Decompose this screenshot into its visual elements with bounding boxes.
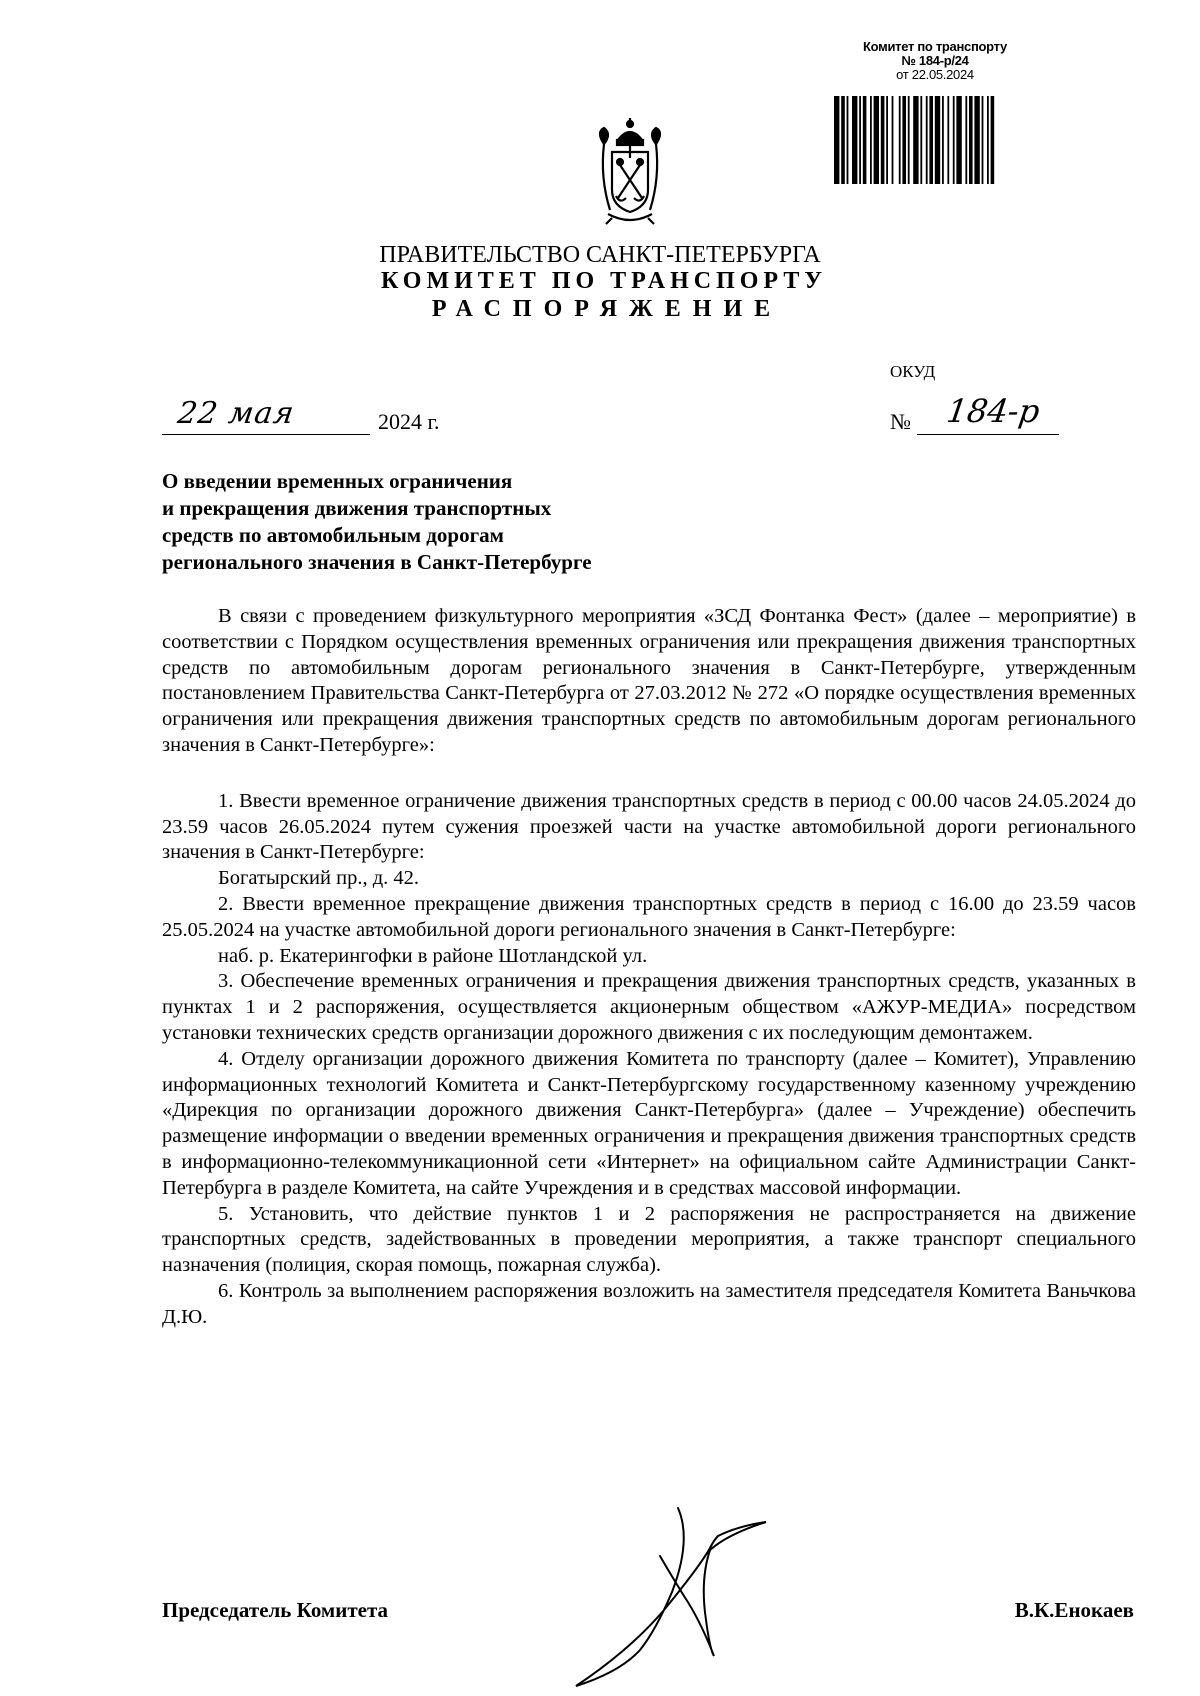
stamp-line-2: № 184-р/24 [901, 53, 969, 68]
document-date [162, 396, 440, 435]
title-line: и прекращения движения транспортных [162, 496, 552, 520]
item-3: 3. Обеспечение временных ограничения и прекращения движения транспортных средств, указанных в пунктах 1 и 2 распоряжения, осуществляется акционерным обществом «АЖУР-МЕДИА» посредством установки технических средств организации дорожного движения с их последующим демонтажем. [162, 970, 1136, 1044]
item-2-address: наб. р. Екатерингофки в районе Шотландской ул. [218, 944, 648, 967]
handwritten-signature [560, 1500, 790, 1690]
document-type: РАСПОРЯЖЕНИЕ [431, 296, 783, 322]
item-5: 5. Установить, что действие пунктов 1 и 2 распоряжения не распространяется на движение транспортных средств, задействованных в проведении мероприятия, а также транспорт специального назначения (полиция, скорая помощь, пожарная служба). [162, 1202, 1136, 1277]
signatory-name: В.К.Енокаев [1014, 1598, 1134, 1622]
preamble: В связи с проведением физкультурного мероприятия «ЗСД Фонтанка Фест» (далее – мероприятие) в соответствии с Порядком осуществления временных ограничения или прекращения движения транспортных средств по автомобильным дорогам регионального значения в Санкт-Петербурге, утвержденным постановлением Правительства Санкт-Петербурга от 27.03.2012 № 272 «О порядке осуществления временных ограничения или прекращения движения транспортных средств по автомобильным дорогам регионального значения в Санкт-Петербурге»: [162, 605, 1136, 756]
item-1: 1. Ввести временное ограничение движения транспортных средств в период с 00.00 часов 24.05.2024 до 23.59 часов 26.05.2024 путем сужения проезжей части на участке автомобильной дороги регионального значения в Санкт-Петербурге: [162, 789, 1136, 864]
handwritten-date-field [162, 396, 370, 435]
number-prefix: № [890, 409, 911, 434]
item-4: 4. Отделу организации дорожного движения Комитета по транспорту (далее – Комитет), Управлению информационных технологий Комитета и Санкт-Петербургскому государственному казенному учреждению «Дирекция по организации дорожного движения Санкт-Петербурга» (далее – Учреждение) обеспечить размещение информации о введении временных ограничения и прекращения движения транспортных средств в информационно-телекоммуникационной сети «Интернет» на официальном сайте Администрации Санкт-Петербурга в разделе Комитета, на сайте Учреждения и в средствах массовой информации. [162, 1047, 1136, 1199]
coat-of-arms-icon [590, 118, 670, 228]
barcode [834, 96, 1039, 184]
okud-label: ОКУД [890, 362, 936, 381]
title-line: регионального значения в Санкт-Петербурге [162, 550, 592, 574]
signatory-position: Председатель Комитета [162, 1598, 389, 1622]
government-name: ПРАВИТЕЛЬСТВО САНКТ-ПЕТЕРБУРГА [379, 242, 821, 268]
title-line: средств по автомобильным дорогам [162, 523, 504, 547]
item-2: 2. Ввести временное прекращение движения транспортных средств в период с 16.00 до 23.59 часов 25.05.2024 на участке автомобильной дороги регионального значения в Санкт-Петербурге: [162, 892, 1136, 941]
stamp-line-1: Комитет по транспорту [863, 39, 1007, 54]
stamp-line-3: от 22.05.2024 [896, 67, 974, 82]
handwritten-number: 184-р [944, 392, 1043, 430]
document-body [162, 604, 1136, 1331]
item-6: 6. Контроль за выполнением распоряжения возложить на заместителя председателя Комитета Ваньчкова Д.Ю. [162, 1279, 1136, 1328]
item-1-address: Богатырский пр., д. 42. [218, 867, 420, 890]
document-title [162, 468, 592, 576]
registration-stamp [830, 40, 1040, 82]
handwritten-number-field [917, 392, 1059, 435]
spacer [162, 759, 1136, 789]
document-number [890, 392, 1059, 435]
handwritten-date: 22 мая [175, 396, 297, 431]
date-year: 2024 г. [378, 409, 440, 434]
title-line: О введении временных ограничения [162, 469, 513, 493]
committee-name: КОМИТЕТ ПО ТРАНСПОРТУ [381, 268, 827, 294]
